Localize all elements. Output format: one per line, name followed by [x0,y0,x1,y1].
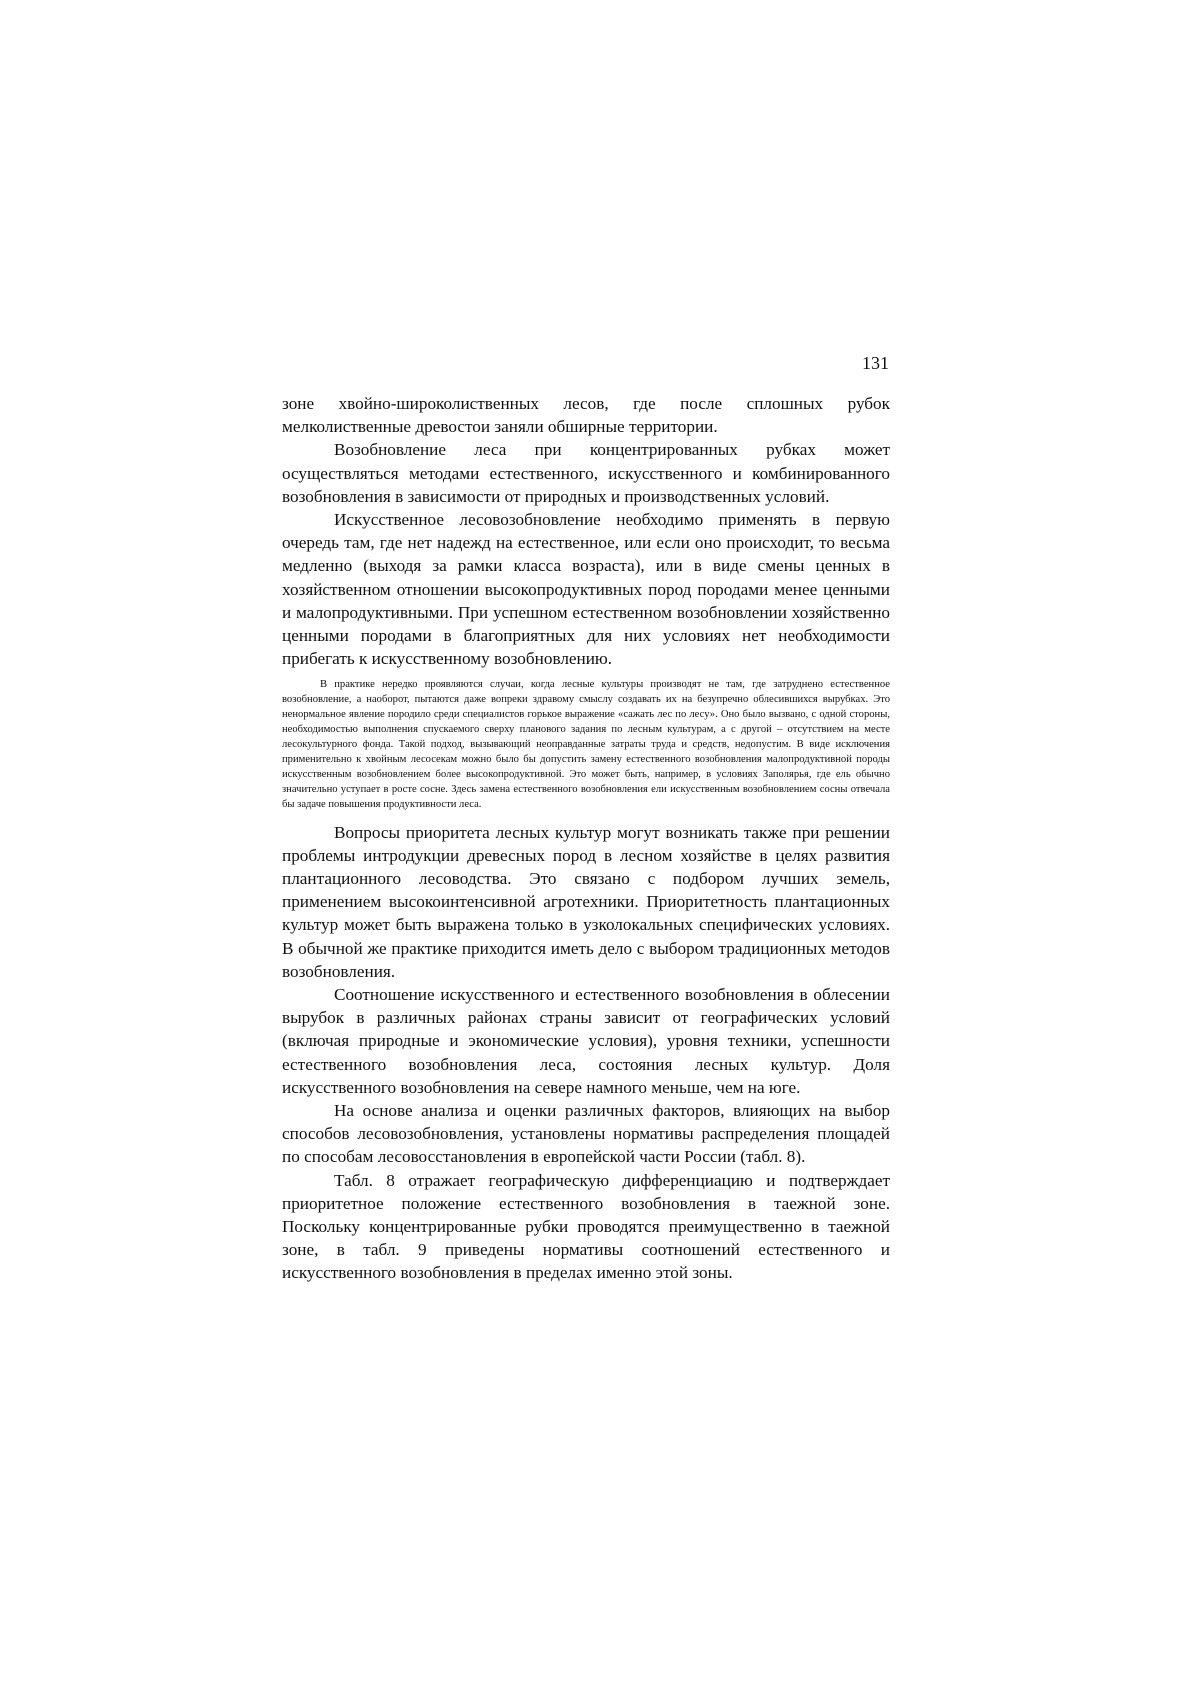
page-number: 131 [862,353,889,373]
paragraph-2: Возобновление леса при концентрированных рубках может осуществляться методами естественного, искусственного и комбинированного возобновления в зависимости от природных и производственных условий. [282,440,890,506]
paragraph-3: Искусственное лесовозобновление необходимо применять в первую очередь там, где нет надежд на естественное, или если оно происходит, то весьма медленно (выходя за рамки класса возраста), или в виде смены ценных в хозяйственном отношении высокопродуктивных пород породами менее ценными и малопродуктивными. При успешном естественном возобновлении хозяйственно ценными породами в благоприятных для них условиях нет необходимости прибегать к искусственному возобновлению. [282,510,890,669]
paragraph-6: На основе анализа и оценки различных факторов, влияющих на выбор способов лесовозобновления, установлены нормативы распределения площадей по способам лесовосстановления в европейской части России (табл. 8). [282,1101,890,1167]
paragraph-1: зоне хвойно-широколиственных лесов, где после сплошных рубок мелколиственные древостои заняли обширные территории. [282,394,890,437]
paragraph-4: Вопросы приоритета лесных культур могут возникать также при решении проблемы интродукции древесных пород в лесном хозяйстве в целях развития плантационного лесоводства. Это связано с подбором лучших земель, применением высокоинтенсивной агротехники. Приоритетность плантационных культур может быть выражена только в узколокальных специфических условиях. В обычной же практике приходится иметь дело с выбором традиционных методов возобновления. [282,822,890,981]
body-text [282,392,890,1285]
paragraph-5: Соотношение искусственного и естественного возобновления в облесении вырубок в различных районах страны зависит от географических условий (включая природные и экономические условия), уровня техники, успешности естественного возобновления леса, состояния лесных культур. Доля искусственного возобновления на севере намного меньше, чем на юге. [282,985,890,1097]
paragraph-7: Табл. 8 отражает географическую дифференциацию и подтверждает приоритетное положение естественного возобновления в таежной зоне. Поскольку концентрированные рубки проводятся преимущественно в таежной зоне, в табл. 9 приведены нормативы соотношений естественного и искусственного возобновления в пределах именно этой зоны. [282,1170,890,1283]
small-print-note: В практике нередко проявляются случаи, когда лесные культуры производят не там, где затруднено естественное возобновление, а наоборот, пытаются даже вопреки здравому смыслу создавать их на безупречно облесившихся вырубках. Это ненормальное явление породило среди специалистов горькое выражение «сажать лес по лесу». Оно было вызвано, с одной стороны, необходимостью выполнения спускаемого сверху планового задания по лесным культурам, а с другой – отсутствием на месте лесокультурного фонда. Такой подход, вызывающий неоправданные затраты труда и средств, недопустим. В виде исключения применительно к хвойным лесосекам можно было бы допустить замену естественного возобновления малопродуктивной породы искусственным возобновлением более высокопродуктивной. Это может быть, например, в условиях Заполярья, где ель обычно значительно уступает в росте сосне. Здесь замена естественного возобновления ели искусственным возобновлением сосны отвечала бы задаче повышения продуктивности леса. [282,679,890,810]
